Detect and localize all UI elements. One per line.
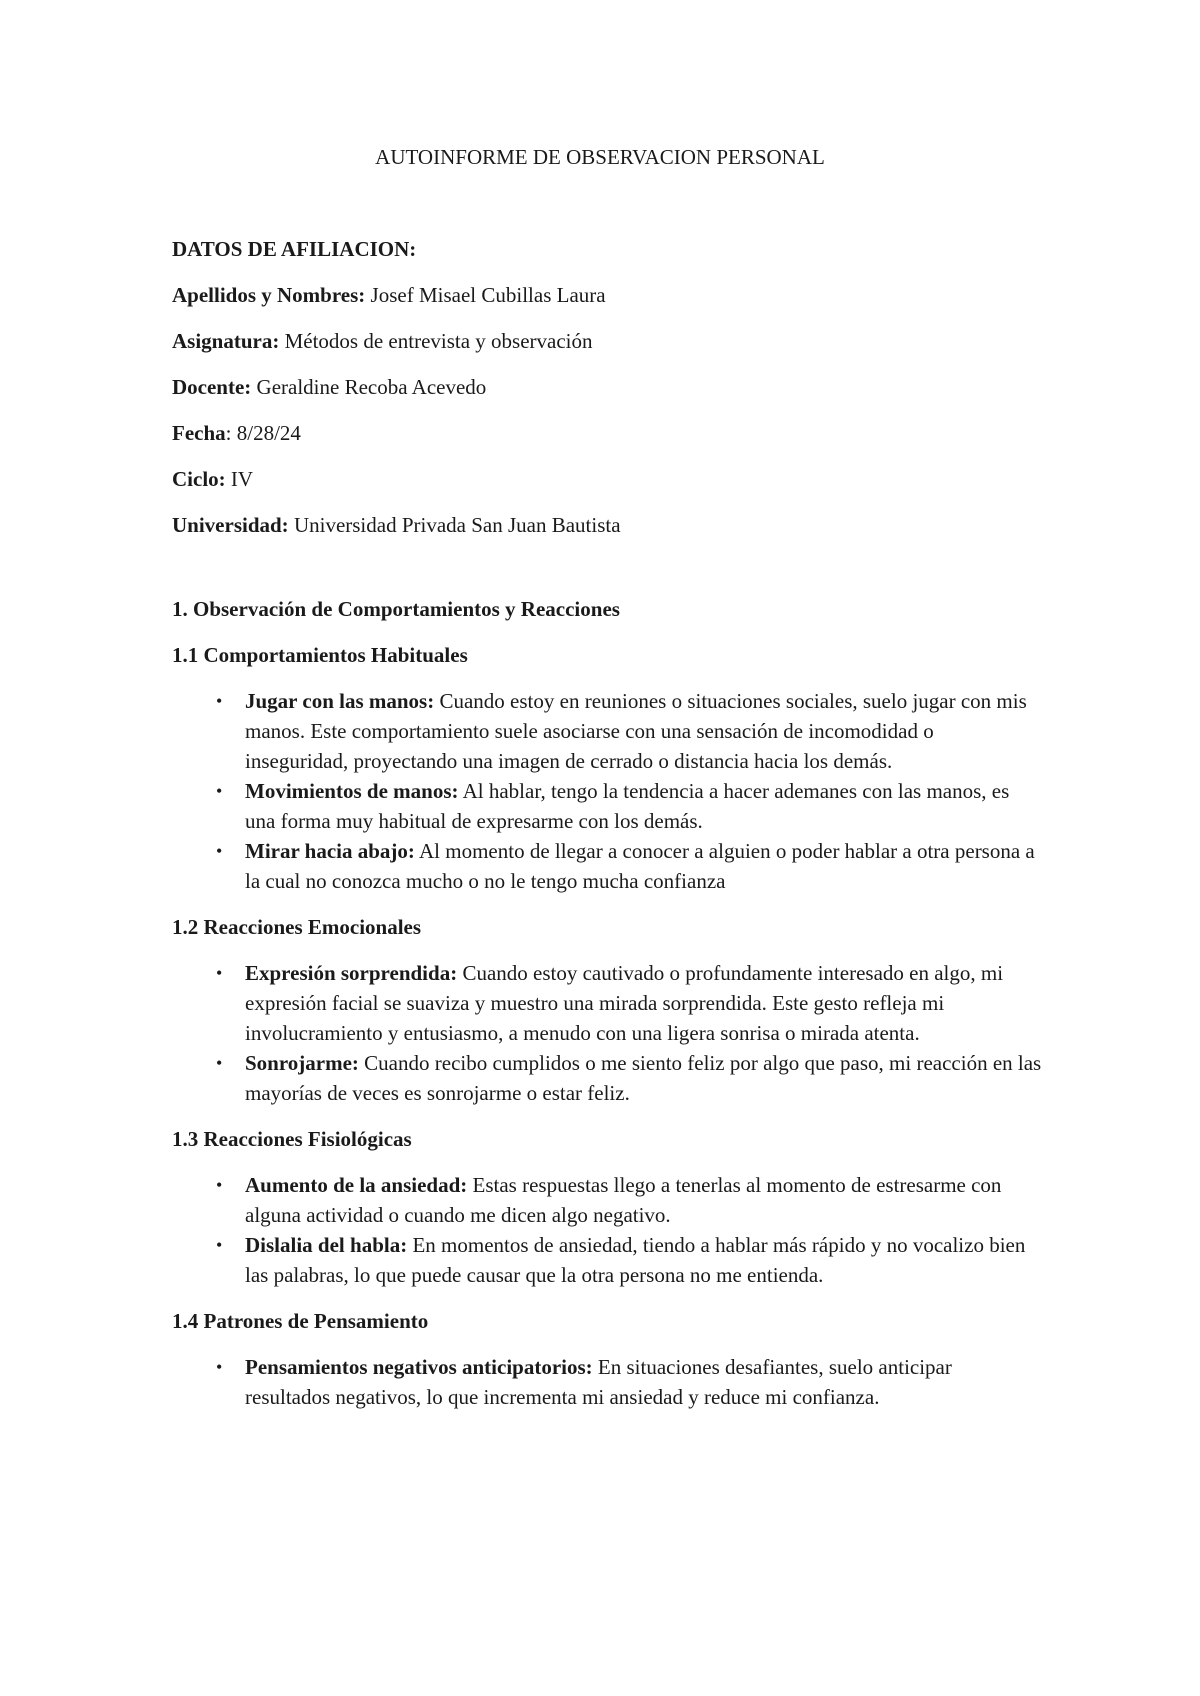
field-label: Universidad: — [172, 513, 289, 537]
affiliation-heading: DATOS DE AFILIACION: — [172, 237, 417, 261]
list-item — [172, 776, 1042, 836]
document-body — [172, 234, 1042, 1428]
item-text: Al momento de llegar a conocer a alguien o poder hablar a otra persona a la cual no conozca mucho o no le tengo mucha confianza — [245, 839, 1035, 893]
item-term: Expresión sorprendida: — [245, 961, 458, 985]
bullet-list — [172, 1170, 1042, 1290]
field-label: Docente: — [172, 375, 252, 399]
item-term: Aumento de la ansiedad: — [245, 1173, 468, 1197]
item-term: Dislalia del habla: — [245, 1233, 408, 1257]
bullet-list — [172, 958, 1042, 1108]
item-text: Cuando estoy cautivado o profundamente interesado en algo, mi expresión facial se suaviza y muestro una mirada sorprendida. Este gesto refleja mi involucramiento y entusiasmo, a menudo con una ligera sonrisa o mirada atenta. — [245, 961, 1004, 1045]
field-value: Universidad Privada San Juan Bautista — [288, 513, 621, 537]
item-text: En momentos de ansiedad, tiendo a hablar más rápido y no vocalizo bien las palabras, lo que puede causar que la otra persona no me entienda. — [245, 1233, 1026, 1287]
subsection-heading: 1.4 Patrones de Pensamiento — [172, 1309, 429, 1333]
field-date — [172, 418, 1042, 448]
list-item — [172, 1230, 1042, 1290]
field-value: Josef Misael Cubillas Laura — [365, 283, 606, 307]
field-teacher — [172, 372, 1042, 402]
bullet-icon: • — [216, 781, 223, 801]
subsection-heading: 1.3 Reacciones Fisiológicas — [172, 1127, 412, 1151]
list-item — [172, 1048, 1042, 1108]
field-label: Ciclo: — [172, 467, 226, 491]
field-value: Geraldine Recoba Acevedo — [251, 375, 487, 399]
item-text: Cuando recibo cumplidos o me siento feliz por algo que paso, mi reacción en las mayorías de veces es sonrojarme o estar feliz. — [245, 1051, 1042, 1105]
bullet-icon: • — [216, 1235, 223, 1255]
field-names — [172, 280, 1042, 310]
subsection-heading: 1.2 Reacciones Emocionales — [172, 915, 422, 939]
item-text: Estas respuestas llego a tenerlas al momento de estresarme con alguna actividad o cuando me dicen algo negativo. — [245, 1173, 1002, 1227]
field-value: : 8/28/24 — [225, 421, 301, 445]
document-title: AUTOINFORME DE OBSERVACION PERSONAL — [375, 145, 825, 169]
list-item — [172, 1170, 1042, 1230]
field-cycle — [172, 464, 1042, 494]
bullet-icon: • — [216, 963, 223, 983]
list-item — [172, 1352, 1042, 1412]
list-item — [172, 958, 1042, 1048]
bullet-icon: • — [216, 691, 223, 711]
field-label: Asignatura: — [172, 329, 280, 353]
bullet-icon: • — [216, 1357, 223, 1377]
field-value: IV — [225, 467, 254, 491]
bullet-list — [172, 1352, 1042, 1412]
item-text: Cuando estoy en reuniones o situaciones sociales, suelo jugar con mis manos. Este comportamiento suele asociarse con una sensación de incomodidad o inseguridad, proyectando una imagen de cerrado o distancia hacia los demás. — [245, 689, 1027, 773]
subsection-heading: 1.1 Comportamientos Habituales — [172, 643, 468, 667]
bullet-list — [172, 686, 1042, 896]
item-term: Jugar con las manos: — [245, 689, 435, 713]
item-term: Mirar hacia abajo: — [245, 839, 415, 863]
section-heading: 1. Observación de Comportamientos y Reacciones — [172, 597, 620, 621]
list-item — [172, 686, 1042, 776]
field-subject — [172, 326, 1042, 356]
field-label: Fecha — [172, 421, 226, 445]
bullet-icon: • — [216, 1053, 223, 1073]
field-value: Métodos de entrevista y observación — [279, 329, 593, 353]
item-term: Sonrojarme: — [245, 1051, 359, 1075]
bullet-icon: • — [216, 841, 223, 861]
field-university — [172, 510, 1042, 540]
item-term: Pensamientos negativos anticipatorios: — [245, 1355, 593, 1379]
item-term: Movimientos de manos: — [245, 779, 459, 803]
item-text: Al hablar, tengo la tendencia a hacer ademanes con las manos, es una forma muy habitual de expresarme con los demás. — [245, 779, 1010, 833]
spacer — [172, 556, 1042, 594]
bullet-icon: • — [216, 1175, 223, 1195]
list-item — [172, 836, 1042, 896]
field-label: Apellidos y Nombres: — [172, 283, 366, 307]
item-text: En situaciones desafiantes, suelo anticipar resultados negativos, lo que incrementa mi ansiedad y reduce mi confianza. — [245, 1355, 952, 1409]
